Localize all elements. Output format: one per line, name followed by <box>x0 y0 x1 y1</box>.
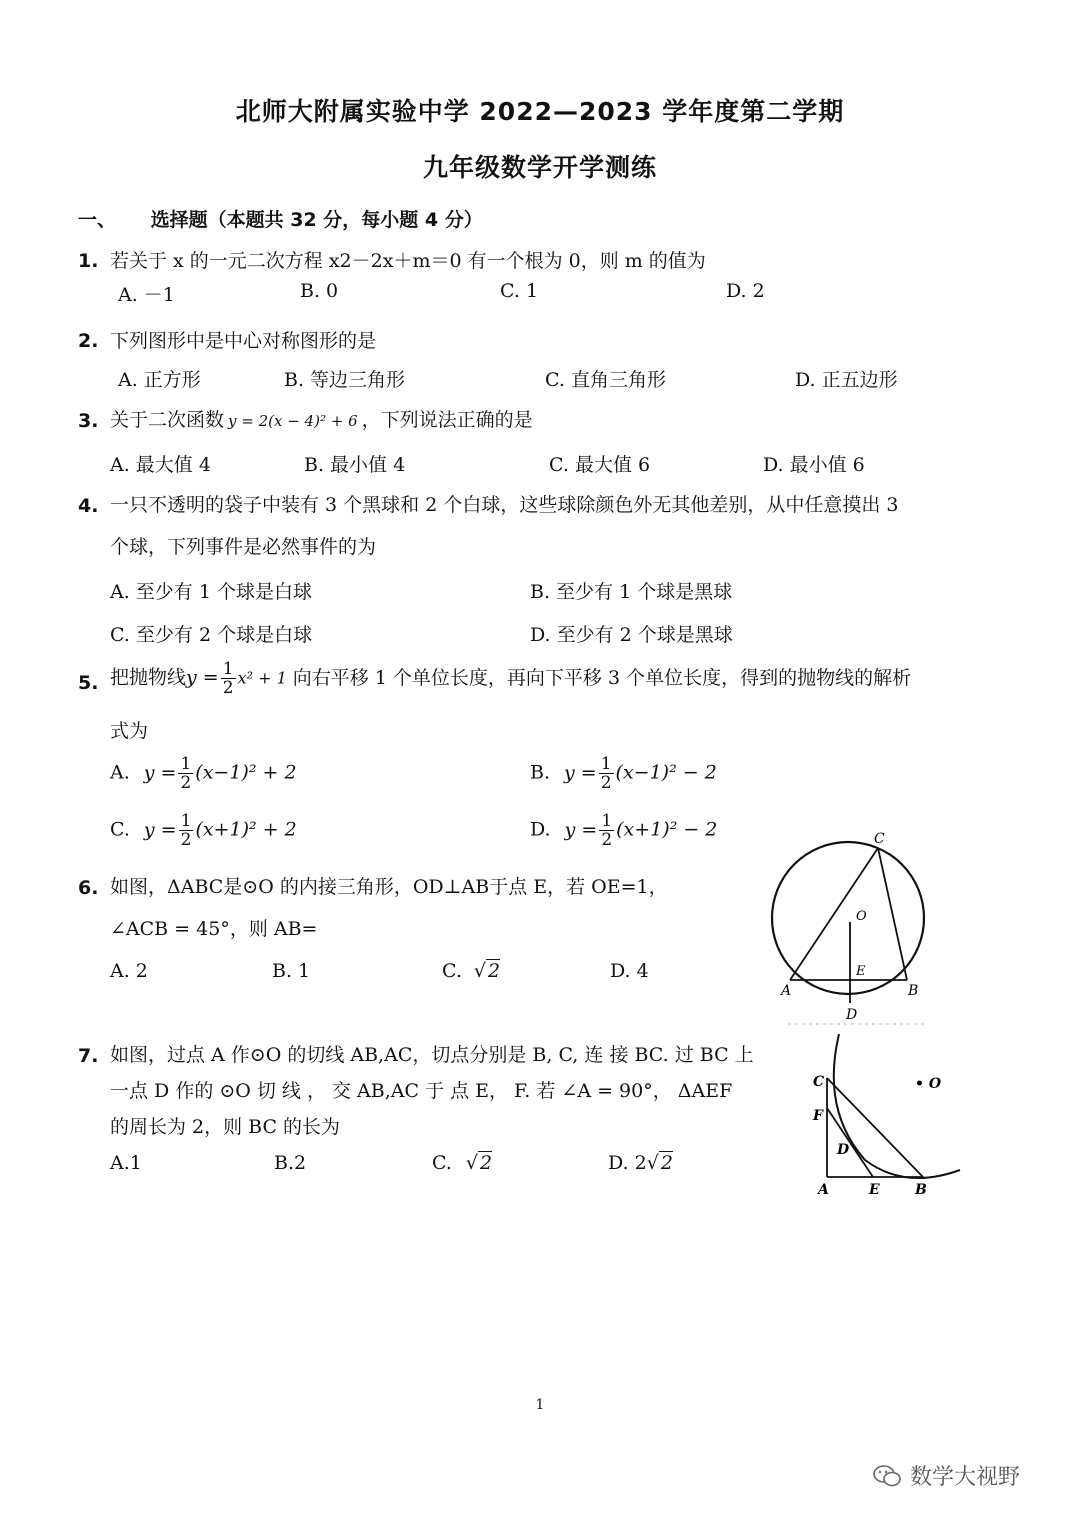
label-a: A <box>781 983 792 999</box>
question-stem: 若关于 x 的一元二次方程 x2－2x＋m＝0 有一个根为 0，则 m 的值为 <box>110 250 706 272</box>
watermark-text: 数学大视野 <box>910 1465 1021 1490</box>
option-b: B. 等边三角形 <box>284 369 406 391</box>
label-c: C <box>874 831 885 847</box>
label-d: D <box>837 1142 850 1158</box>
question-number: 3. <box>78 410 99 432</box>
label-d: D <box>846 1007 858 1023</box>
option-c: C. 直角三角形 <box>545 369 666 391</box>
option-a: A. 2 <box>110 960 148 982</box>
option-b: B. 最小值 4 <box>304 454 406 476</box>
stem-suffix: 向右平移 1 个单位长度，再向下平移 3 个单位长度，得到的抛物线的解析 <box>292 666 912 689</box>
segment-cb <box>878 848 907 980</box>
formula: y = 2(x − 4)² + 6 <box>228 412 358 430</box>
option-c: C. y = $\frac{1}{2}$ (x+1)² + 2 <box>110 811 297 850</box>
option-d: D. 2 <box>726 280 765 302</box>
option-a: A. －1 <box>118 284 175 306</box>
stem-prefix: 把抛物线 <box>110 666 187 689</box>
option-a: A. 至少有 1 个球是白球 <box>110 581 312 603</box>
option-b: B. 1 <box>272 960 311 982</box>
label-e: E <box>869 1182 880 1198</box>
option-a: A. 正方形 <box>118 369 201 391</box>
option-b: B. 0 <box>300 280 339 302</box>
question-stem-line3: 的周长为 2，则 BC 的长为 <box>110 1116 341 1138</box>
question-number: 6. <box>78 877 99 899</box>
question-number: 5. <box>78 672 99 694</box>
option-b: B. 至少有 1 个球是黑球 <box>530 581 733 603</box>
option-c: C. √ 2 <box>442 960 501 982</box>
section-label: 选择题（本题共 32 分，每小题 4 分） <box>150 209 483 231</box>
question-stem-line1: 如图，ΔABC是⊙O 的内接三角形，OD⊥AB于点 E，若 OE=1， <box>110 876 668 898</box>
page-number: 1 <box>535 1397 545 1413</box>
option-c: C. 至少有 2 个球是白球 <box>110 624 313 646</box>
label-b: B <box>915 1182 927 1198</box>
stem-prefix: 关于二次函数 <box>110 409 225 431</box>
question-number: 1. <box>78 250 99 272</box>
question-stem-line1: 一只不透明的袋子中装有 3 个黑球和 2 个白球，这些球除颜色外无其他差别，从中任意摸出 3 <box>110 494 899 516</box>
question-stem-line2: 个球，下列事件是必然事件的为 <box>110 536 377 558</box>
formula-y: y = <box>186 666 219 689</box>
option-d: D. 至少有 2 个球是黑球 <box>530 624 733 646</box>
question-stem <box>110 405 533 436</box>
question-stem <box>110 660 911 697</box>
label-f: F <box>813 1108 823 1124</box>
question-stem-line2: 一点 D 作的 ⊙O 切 线 ， 交 AB,AC 于 点 E， F. 若 ∠A = 90°， ΔAEF <box>110 1080 733 1102</box>
question-number: 7. <box>78 1045 99 1067</box>
question-stem-line2: ∠ACB = 45°，则 AB= <box>110 918 318 940</box>
option-c: C. √ 2 <box>432 1152 493 1174</box>
label-e: E <box>856 964 866 979</box>
option-c: C. 最大值 6 <box>549 454 651 476</box>
section-number: 一、 <box>78 209 117 231</box>
label-o: O <box>856 909 867 924</box>
option-a: A. y = $\frac{1}{2}$ (x−1)² + 2 <box>110 754 297 793</box>
question-stem-line1: 如图，过点 A 作⊙O 的切线 AB,AC，切点分别是 B, C, 连 接 BC. 过 BC 上 <box>110 1044 754 1066</box>
arc-circle-o <box>834 1034 960 1178</box>
figure-circle-triangle <box>760 825 940 1030</box>
wechat-icon <box>872 1463 902 1489</box>
option-b: B. y = $\frac{1}{2}$ (x−1)² − 2 <box>530 754 717 793</box>
option-b: B.2 <box>274 1152 307 1174</box>
option-c: C. 1 <box>500 280 539 302</box>
formula-x2: x² + 1 <box>237 668 287 688</box>
label-a: A <box>818 1182 829 1198</box>
segment-bc <box>827 1078 923 1177</box>
exam-title: 北师大附属实验中学 2022—2023 学年度第二学期 <box>235 97 845 126</box>
stem-suffix: ，下列说法正确的是 <box>361 409 533 431</box>
label-c: C <box>813 1074 825 1090</box>
fraction-half: $\frac{1}{2}$ <box>222 659 234 698</box>
option-d: D. 正五边形 <box>795 369 898 391</box>
section-heading <box>78 205 483 232</box>
option-a: A.1 <box>110 1152 142 1174</box>
question-stem: 下列图形中是中心对称图形的是 <box>110 330 377 352</box>
option-d: D. 2√ 2 <box>608 1152 673 1174</box>
option-d: D. y = $\frac{1}{2}$ (x+1)² − 2 <box>530 811 718 850</box>
exam-subtitle: 九年级数学开学测练 <box>422 153 657 182</box>
label-b: B <box>908 983 919 999</box>
question-number: 2. <box>78 330 99 352</box>
option-d: D. 4 <box>610 960 649 982</box>
question-number: 4. <box>78 495 99 517</box>
figure-tangent-lines <box>805 1030 970 1200</box>
question-stem-line2: 式为 <box>110 720 149 742</box>
option-a: A. 最大值 4 <box>110 454 211 476</box>
option-d: D. 最小值 6 <box>763 454 865 476</box>
label-o: • O <box>915 1076 942 1092</box>
watermark <box>872 1460 1020 1491</box>
